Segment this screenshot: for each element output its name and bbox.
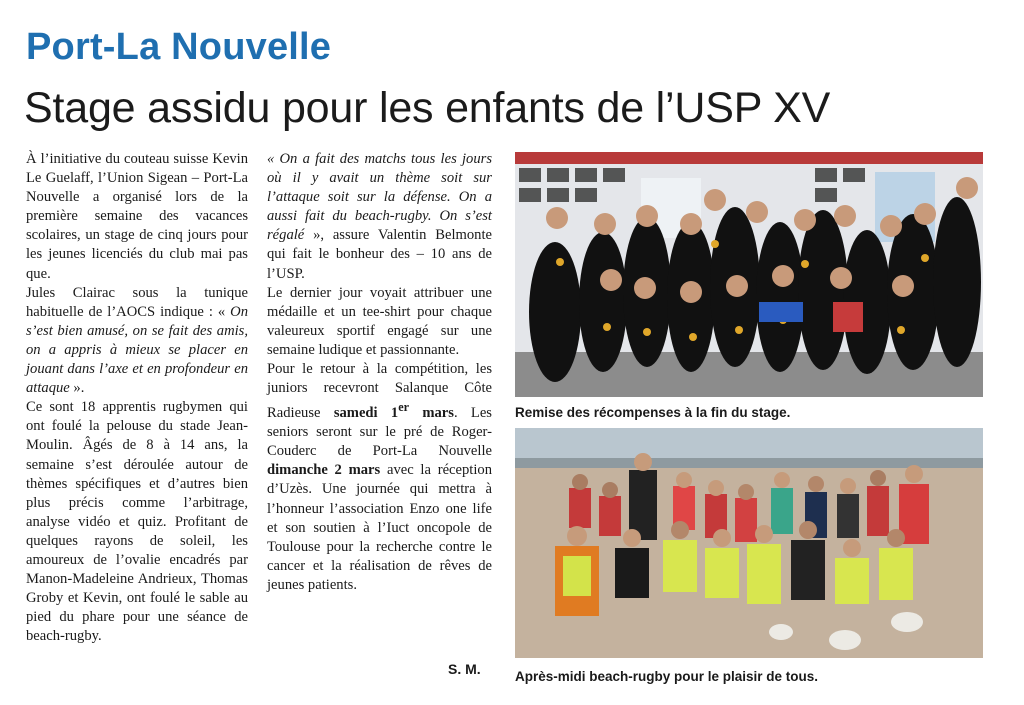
section-kicker: Port-La Nouvelle bbox=[26, 26, 332, 68]
paragraph bbox=[267, 150, 492, 284]
article-column-2 bbox=[267, 150, 492, 595]
date-highlight bbox=[333, 400, 454, 422]
paragraph bbox=[26, 398, 248, 646]
date-text: samedi 1 bbox=[333, 405, 399, 422]
paragraph-text: avec la réception d’Uzès. Une journée qui mettra à l’honneur l’association Enzo one life et son soutien à l’Iuct oncopole de Toulouse pour la recherche contre le cancer et la réalisation de rêves de jeunes patients. bbox=[267, 462, 492, 593]
paragraph-text: ». bbox=[69, 380, 85, 397]
paragraph bbox=[267, 360, 492, 595]
ordinal-suffix: er bbox=[398, 400, 410, 415]
paragraph-text: Ce sont 18 apprentis rugbymen qui ont foulé la pelouse du stade Jean-Moulin. Âgés de 8 à 14 ans, la semaine s’est déroulée autour de thèmes spécifiques et d’autres bien plus précis comme l’arbitrage, analyse vidéo et quiz. Profitant de quelques rayons de soleil, les amoureux de l’ovalie encadrés par Manon-Madeleine Andrieux, Thomas Groby et Kevin, ont foulé le sable au pied du phare pour une séance de beach-rugby. bbox=[26, 399, 248, 645]
quote-text: « On a fait des matchs tous les jours où il y avait un thème soit sur l’attaque soit sur la défense. On a aussi fait du beach-rugby. On s’est régalé bbox=[267, 151, 492, 244]
quote-text: On s’est bien amusé, on se fait des amis, on a appris à mieux se placer en jouant dans l’axe et en profondeur en attaque bbox=[26, 303, 248, 397]
paragraph bbox=[26, 150, 248, 284]
group-photo-illustration bbox=[515, 428, 983, 658]
author-byline: S. M. bbox=[448, 661, 481, 677]
photo-caption: Remise des récompenses à la fin du stage. bbox=[515, 405, 791, 420]
group-photo-illustration bbox=[515, 152, 983, 397]
paragraph-text: Pour le retour à la compétition, les juniors recevront Salanque Côte Radieuse bbox=[267, 361, 492, 422]
article-column-1 bbox=[26, 150, 248, 646]
paragraph-text: À l’initiative du couteau suisse Kevin Le Guelaff, l’Union Sigean – Port-La Nouvelle a organisé lors de la première semaine des vacances scolaires, un stage de cinq jours pour les jeunes licenciés du club mai pas que. bbox=[26, 151, 248, 282]
article-headline: Stage assidu pour les enfants de l’USP XV bbox=[24, 84, 831, 132]
photo-beach-rugby bbox=[515, 428, 983, 658]
paragraph bbox=[26, 284, 248, 399]
date-text: mars bbox=[409, 405, 454, 422]
paragraph-text: Le dernier jour voyait attribuer une médaille et un tee-shirt pour chaque valeureux sportif engagé sur une semaine ludique et passionnante. bbox=[267, 284, 492, 358]
paragraph-text: », assure Valentin Belmonte qui fait le bonheur des – 10 ans de l’USP. bbox=[267, 227, 492, 282]
paragraph-text: Jules Clairac sous la tunique habituelle de l’AOCS indique : « bbox=[26, 284, 248, 320]
paragraph bbox=[267, 284, 492, 360]
date-highlight: dimanche 2 mars bbox=[267, 462, 381, 479]
photo-caption: Après-midi beach-rugby pour le plaisir de tous. bbox=[515, 669, 819, 684]
photo-medal-ceremony bbox=[515, 152, 983, 397]
paragraph-text: . Les seniors seront sur le pré de Roger-Couderc de Port-La Nouvelle bbox=[267, 405, 492, 460]
